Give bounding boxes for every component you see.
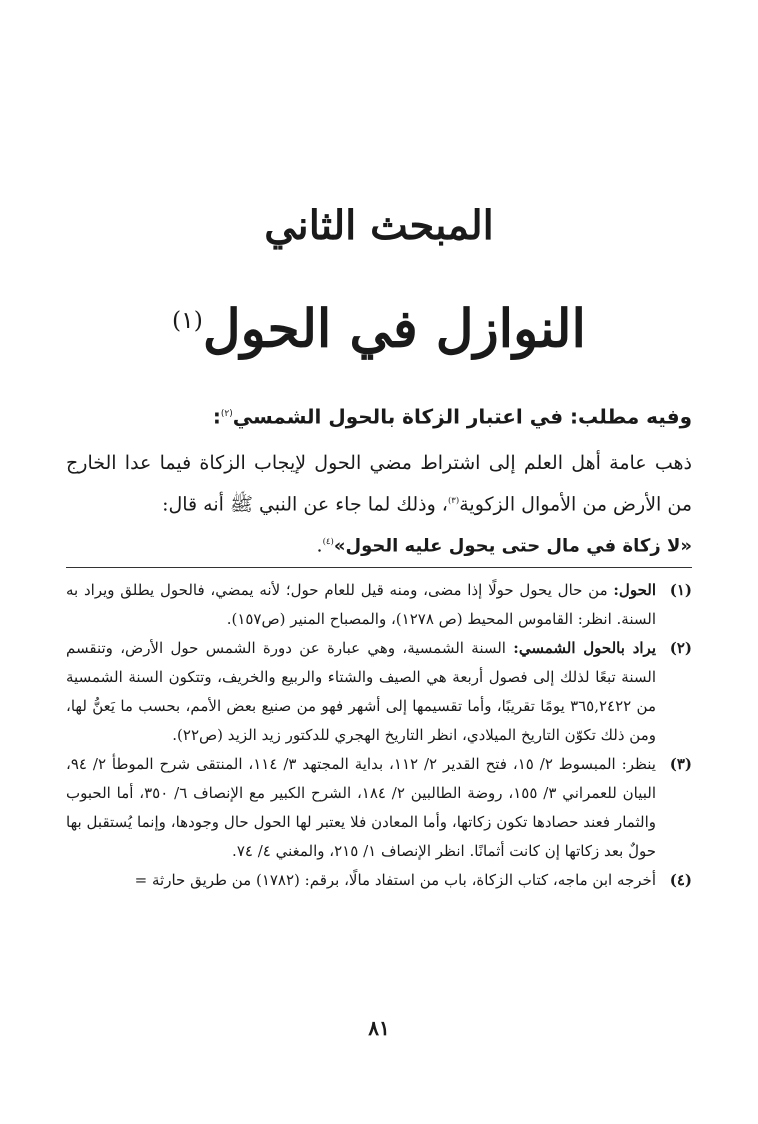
footnote-body <box>66 576 656 634</box>
footnote-body <box>66 634 656 750</box>
footnote-ref: (٤) <box>322 537 334 548</box>
hadith-quote: «لا زكاة في مال حتى يحول عليه الحول» <box>333 535 692 557</box>
footnote-body <box>66 750 656 866</box>
footnote-divider <box>66 567 692 568</box>
footnote-term: الحول: <box>613 581 656 599</box>
footnote-2 <box>66 634 692 750</box>
footnote-number: (٢) <box>669 639 692 657</box>
footnote-text: السنة الشمسية، وهي عبارة عن دورة الشمس حول الأرض، وتنقسم السنة تبعًا لذلك إلى فصول أربعة هي الصيف والشتاء والربيع والخريف، وتتكون السنة الشمسية من ٣٦٥,٢٤٢٢ يومًا تقريبًا، وأما تقسيمها إلى أشهر فهو من صنيع بعض الأمم، بحسب ما يَعنُّ لها، ومن ذلك تكوّن التاريخ الميلادي، انظر التاريخ الهجري للدكتور زيد الزيد (ص٢٢). <box>66 639 656 744</box>
chapter-title: المبحث الثاني <box>264 202 494 249</box>
section-heading <box>66 396 692 435</box>
footnote-ref: (١) <box>172 306 203 334</box>
footnote-text: أخرجه ابن ماجه، كتاب الزكاة، باب من استفاد مالًا، برقم: (١٧٨٢) من طريق حارثة = <box>134 871 656 889</box>
footnote-body <box>66 866 656 895</box>
footnote-4 <box>66 866 692 895</box>
footnote-number: (١) <box>669 581 692 599</box>
chapter-subtitle-text: النوازل في الحول <box>202 298 586 360</box>
chapter-subtitle <box>0 280 758 369</box>
paragraph-text: ذهب عامة أهل العلم إلى اشتراط مضي الحول لإيجاب الزكاة فيما عدا الخارج من الأرض من الأموال الزكوية <box>66 452 692 516</box>
footnote-3 <box>66 750 692 866</box>
footnote-text: من حال يحول حولًا إذا مضى، ومنه قيل للعام حول؛ لأنه يمضي، فالحول يطلق ويراد به السنة. انظر: القاموس المحيط (ص ١٢٧٨)، والمصباح المنير (ص١٥٧). <box>66 581 656 628</box>
footnote-number: (٣) <box>669 755 692 773</box>
section-heading-text: وفيه مطلب: في اعتبار الزكاة بالحول الشمسي <box>232 404 692 429</box>
paragraph-continuation: ، وذلك لما جاء عن النبي ﷺ أنه قال: <box>162 493 448 516</box>
footnote-text: ينظر: المبسوط ٢/ ١٥، فتح القدير ٢/ ١١٢، بداية المجتهد ٣/ ١١٤، المنتقى شرح الموطأ ٢/ ٩٤، البيان للعمراني ٣/ ١٥٥، روضة الطالبين ٢/ ١٨٤، الشرح الكبير مع الإنصاف ٦/ ٣٥٠، أما الحبوب والثمار فعند حصادها تكون زكاتها، وأما المعادن فلا يعتبر لها الحول حال وجودها، وإنما يُستقبل بها حولٌ بعد زكاتها إن كانت أثمانًا. انظر الإنصاف ١/ ٢١٥، والمغني ٤/ ٧٤. <box>66 755 657 860</box>
footnotes <box>66 576 692 895</box>
footnote-1 <box>66 576 692 634</box>
footnote-ref: (٣) <box>447 496 460 506</box>
hadith-period: . <box>316 534 323 557</box>
footnote-number: (٤) <box>669 871 692 889</box>
body-paragraph <box>66 444 692 566</box>
footnote-term: يراد بالحول الشمسي: <box>513 639 656 657</box>
footnote-ref: (٢) <box>220 409 233 419</box>
section-heading-colon: : <box>212 404 221 429</box>
page-number: ٨١ <box>368 1016 390 1040</box>
